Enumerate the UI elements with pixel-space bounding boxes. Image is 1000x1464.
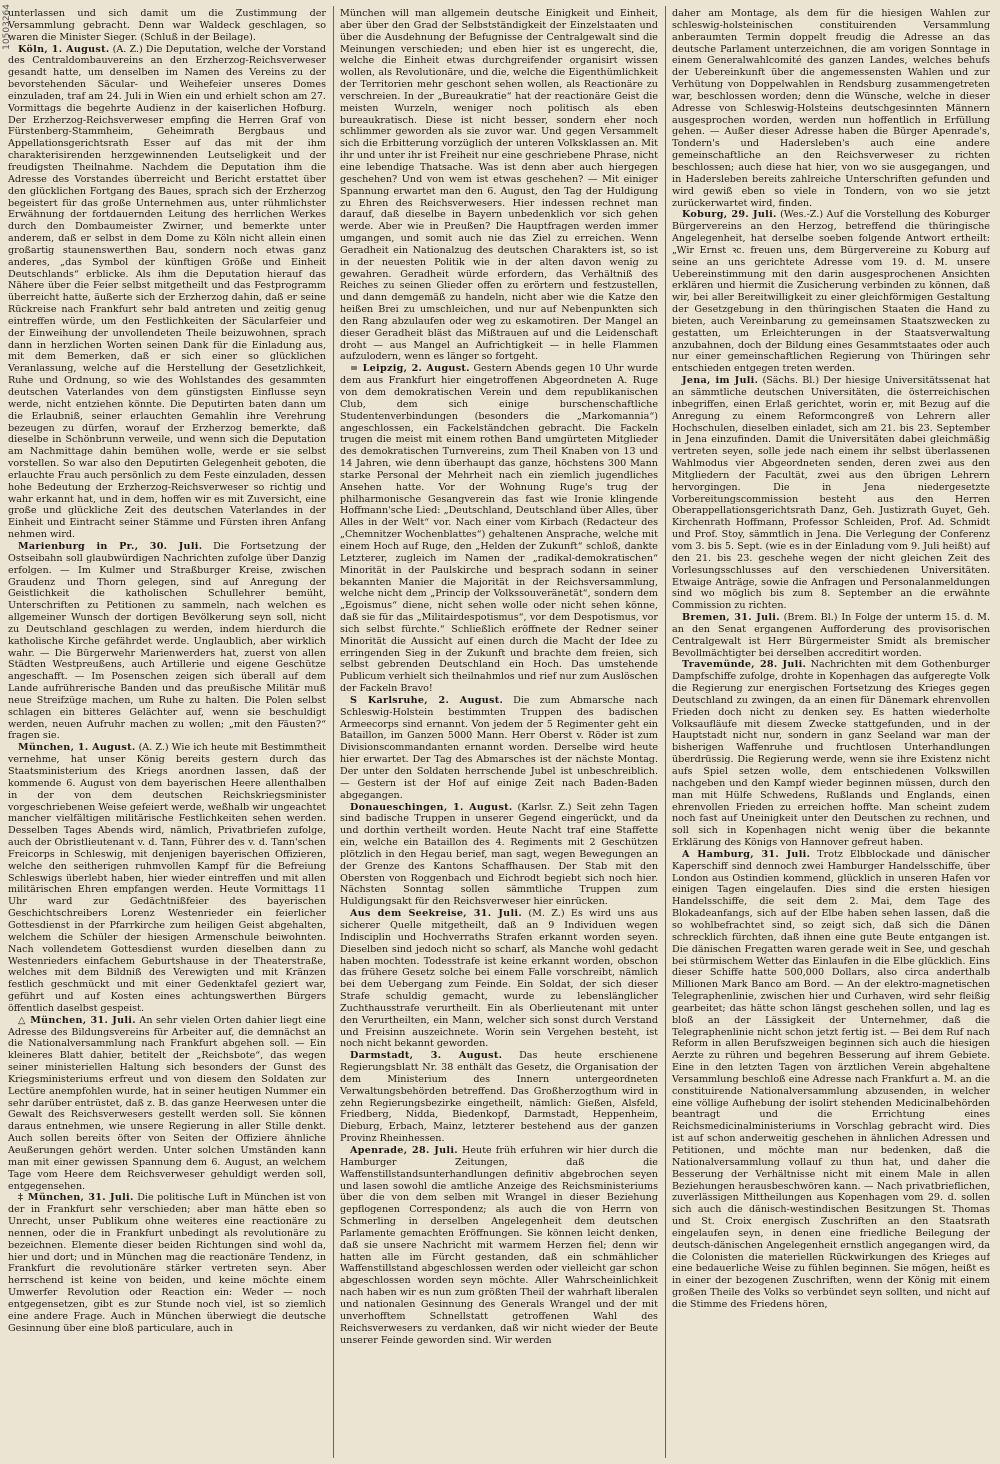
article-paragraph	[8, 8, 326, 44]
article-text: München will man allgemein deutsche Einigkeit und Einheit, aber über den Grad der Selbstständigkeit der Einzelstaaten und über die Ausdehnung der Befugnisse der Centralgewalt sind die Meinungen verschieden; und eben hier ist es ungerecht, die, welche die Einheit etwas durchgreifender organisirt wissen wollen, als Revolutionäre, und die, welche die Eigenthümlichkeit der Territorien mehr geschont sehen wollen, als Reactionäre zu verschreien. In der „Bureaukratie“ hat der reactionäre Geist die meisten Wurzeln, weniger noch politisch als eben bureaukratisch. Diese ist nicht besser, sondern eher noch schlimmer geworden als sie zuvor war. Und gegen Versammelt sich die Erbitterung vorzüglich der unteren Volksklassen an. Mit ihr und unter ihr ist Freiheit nur eine geschriebene Phrase, nicht eine lebendige Thatsache. Was ist denn aber auch hiergegen geschehen? Und von wem ist etwas geschehen? — Mit einiger Spannung erwartet man den 6. August, den Tag der Huldigung zu Ehren des Reichsverwesers. Hier indessen rechnet man darauf, daß dieselbe in Bayern unbedenklich vor sich gehen werde. Aber wie in Preußen? Die Hauptfragen werden immer umgangen, und somit auch nie das Ziel zu erreichen. Wenn Geradheit ein Nationalzug des deutschen Charakters ist, so ist in der neuesten Politik wie in der alten davon wenig zu gewahren. Geradheit würde erfordern, das Verhältniß des Reiches zu seinen Glieder offen zu erörtern und festzustellen, und dann demgemäß zu handeln, nicht aber wie die Katze den heißen Brei zu umschleichen, und nur auf Nebenpunkten sich den Rang abzulaufen oder weg zu eskamotiren. Der Mangel an dieser Geradheit bläst das Mißtrauen auf und die Leidenschaft droht — aus Mangel an Aufrichtigkeit — in helle Flammen aufzulodern, wenn es länger so fortgeht.	[340, 8, 658, 363]
article-paragraph	[672, 8, 990, 209]
dateline: Darmstadt, 3. August.	[350, 1050, 503, 1062]
dateline: München, 1. August.	[18, 742, 136, 754]
dateline: Travemünde, 28. Juli.	[682, 659, 807, 671]
article-paragraph	[340, 908, 658, 1050]
article-paragraph	[672, 209, 990, 375]
article-paragraph	[340, 695, 658, 802]
article-text: An sehr vielen Orten dahier liegt eine Adresse des Bildungsvereins für Arbeiter auf, die demnächst an die Nationalversammlung nach Frankfurt abgehen soll. — Ein kleineres Blatt dahier, betitelt der „Reichsbote“, das wegen seiner ministeriellen Haltung sich besonders der Gunst des Kriegsministeriums erfreut und von diesem den Soldaten zur Lectüre anempfohlen wurde, hat in seiner heutigen Nummer ein sehr darüber entrüstet, daß z. B. das ganze Heerwesen unter die Gewalt des Reichsverwesers gestellt werden soll. Sie können daraus entnehmen, wie unsere Regierung in aller Stille denkt. Auch sollen bereits öfter von Seiten der Offiziere ähnliche Aeußerungen gehört werden. Unter solchen Umständen kann man mit einer gewissen Spannung dem 6. August, an welchem Tage vom Heere dem Reichsverweser gehuldigt werden soll, entgegensehen.	[8, 1014, 326, 1192]
dateline: Donaueschingen, 1. August.	[350, 801, 513, 813]
article-text: Trotz Elbblockade und dänischer Kaperschiff sind dennoch zwei Hamburger Handelsschiffe, über London aus Ostindien kommend, glücklich in unseren Hafen vor einigen Tagen eingelaufen. Dies sind die ersten hiesigen Handelsschiffe, die seit dem 2. Mai, dem Tage des Blokadeanfangs, sich auf der Elbe haben sehen lassen, daß die so wohlbefrachtet sind, so zeigt sich, daß sich die Dänen schrecklich fürchten, daß ihnen eine gute Beute entgangen ist. Die dänischen Fregatten waren gerade weit in See, und geschah bei stürmischem Wetter das Einlaufen in die Elbe glücklich. Eins dieser Schiffe hatte 500,000 Dollars, also circa anderthalb Millionen Mark Banco am Bord. — An der elektro-magnetischen Telegraphenlinie, zwischen hier und Curhaven, wird sehr fleißig gearbeitet; das hätte schon längst geschehen sollen, und lag es bloß an der Lässigkeit der Unternehmer, daß die Telegraphenlinie nicht schon jetzt fertig ist. — Bei dem Ruf nach Reform in allen Berufszweigen beginnen sich auch die hiesigen Aerzte zu rühren und begehren Besserung auf ihrem Gebiete. Eine in den letzten Tagen von ärztlichen Verein abgehaltene Versammlung beschloß eine Adresse nach Frankfurt a. M. an die constituirende Nationalversammlung abzusenden, in welcher eine völlige Aufhebung der isolirt stehenden Medicinalbehörden beantragt und die Errichtung eines Reichsmedicinalministeriums in Vorschlag gebracht wird. Dies ist auf schon anderweitig geschehen in ähnlichen Adressen und Petitionen, und möchte man nur bedenken, daß die Nationalversammlung vollauf zu thun hat, und daher die Besserung der Verhältnisse nicht mit einem Male in allen Beziehungen herausbeschwören kann. — Nach privatbrieflichen, zuverlässigen Mittheilungen aus Kopenhagen vom 29. d. sollen sich auch die dänisch-westindischen Besitzungen St. Thomas und St. Croix energisch Zuschriften an den Staatsrath eingelaufen seyn, in denen eine friedliche Beilegung der deutsch-dänischen Angelegenheit ernstlich angegangen wird, da die Colonisten die materiellen Rückwirkungen des Krieges auf eine bedauerliche Weise zu fühlen beginnen. Sie mögen, heißt es in einer der bezogenen Zuschriften, wenn der König mit einem großen Theile des Volks so verbündet seyn sollten, und nicht auf die Stimme des Friedens hören,	[672, 848, 990, 1310]
article-text: Das heute erschienene Regierungsblatt Nr. 38 enthält das Gesetz, die Organisation der dem Ministerium des Innern untergeordneten Verwaltungsbehörden betreffend. Das Großherzogthum wird in zehn Regierungsbezirke eingetheilt, nämlich: Gießen, Alsfeld, Friedberg, Nidda, Biedenkopf, Darmstadt, Heppenheim, Dieburg, Erbach, Mainz, letzterer bestehend aus der ganzen Provinz Rheinhessen.	[340, 1050, 658, 1145]
dateline: Koburg, 29. Juli.	[682, 209, 777, 221]
archive-id: 10503264	[2, 4, 12, 50]
dateline: ‡ München, 31. Juli.	[18, 1192, 134, 1204]
dateline: A Hamburg, 31. Juli.	[682, 848, 811, 860]
dateline: Bremen, 31. Juli.	[682, 612, 780, 624]
article-text: (M. Z.) Es wird uns aus sicherer Quelle mitgetheilt, daß an 9 Individuen wegen Indisciplin und Hochverraths Strafen erkannt worden seyen. Dieselben sind jedoch nicht so scharf, als Manche wohl gedacht haben mochten. Todesstrafe ist keine erkannt worden, obschon das frühere Gesetz solche bei einem Falle vorschreibt, nämlich bei dem Uebergang zum Feinde. Ein Soldat, der sich dieser Strafe schuldig gemacht, wurde zu lebenslänglicher Zuchthausstrafe verurtheilt. Ein als Oberlieutenant mit unter den Verurtheilten, ein Mann, welcher sich sonst durch Verstand und Freisinn auszeichnete. Worin sein Vergehen besteht, ist noch nicht bekannt geworden.	[340, 908, 658, 1050]
article-paragraph	[8, 742, 326, 1014]
article-paragraph	[8, 44, 326, 541]
article-text: Heute früh erfuhren wir hier durch die Hamburger Zeitungen, daß die Waffenstillstandsunterhandlungen definitiv abgebrochen seyen und lasen sowohl die amtliche Anzeige des Reichsministeriums über die von dem selben mit Wrangel in dieser Beziehung gepflogenen Correspondenz; als auch die von Herrn von Schmerling in derselben Angelegenheit dem deutschen Parlamente gemachten Eröffnungen. Sie können leicht denken, daß sie unsere Nachricht mit warmem Herzen fiel; denn wir hatten alle im Fürcht gestanden, daß ein schmählicher Waffenstillstand abgeschlossen werden oder vielleicht gar schon abgeschlossen worden seyn möchte. Aller Wahrscheinlichkeit nach haben wir es nun zum größten Theil der wahrhaft liberalen und nationalen Gesinnung des Generals Wrangel und der mit unverhofftem Schnellstatt getroffenen Wahl des Reichsverwesers zu verdanken, daß wir nicht wieder der Beute unserer Feinde geworden sind. Wir werden	[340, 1145, 658, 1346]
article-paragraph	[340, 363, 658, 695]
article-paragraph	[340, 1050, 658, 1145]
article-text: Die politische Luft in München ist von der in Frankfurt sehr verschieden; aber man hätte eben so Unrecht, unser Publikum ohne weiteres eine reactionäre zu nennen, oder die in Frankfurt unbedingt als revolutionäre zu bezeichnen. Elemente dieser beiden Richtungen sind wohl da, hier und dort; und in München mag die reactionäre Tendenz, in Frankfurt die revolutionäre stärker vertreten seyn. Aber herrschend ist keine von beiden, und keine möchte einem Umwerfer Revolution oder Reaction ein: Weder — noch entgegensetzen, gibt es zur Stunde noch viel, ist so ziemlich eine andere Frage. Auch in München überwiegt die deutsche Gesinnung über eine bloß particulare, auch in	[8, 1192, 326, 1334]
article-text: (A. Z.) Die Deputation, welche der Vorstand des Centraldombauvereins an den Erzherzog-Reichsverweser gesandt hatte, um denselben im Namen des Vereins zu der bevorstehenden Säcular- und Weihefeier unseres Domes einzuladen, traf am 24. Juli in Wien ein und erhielt schon am 27. Vormittags die begehrte Audienz in der kaiserlichen Hofburg. Der Erzherzog-Reichsverweser empfing die Herren Graf von Fürstenberg-Stammheim, Geheimrath Bergbaus und Appellationsgerichtsrath Esser auf das mit der ihm charakterisirenden herzgewinnenden Leutseligkeit und der freudigsten Theilnahme. Nachdem die Deputation ihm die Adresse des Vorstandes überreicht und Bericht erstattet über den glücklichen Fortgang des Baues, sprach sich der Erzherzog begeistert für das große Unternehmen aus, unter rühmlichster Erwähnung der fortdauernden Leitung des herrlichen Werkes durch den Dombaumeister Zwirner, und bemerkte unter anderem, daß er selbst in dem Dome zu Köln nicht allein einen großartig staunenswerthen Bau, sondern noch etwas ganz anderes, „das Symbol der künftigen Größe und Einheit Deutschlands“ erblicke. Als ihm die Deputation hierauf das Nähere über die Feier selbst mitgetheilt und das Festprogramm überreicht hatte, äußerte sich der Erzherzog dahin, daß er seine Rückreise nach Frankfurt sehr bald antreten und zeitig genug eintreffen würde, um den Festlichkeiten der Säcularfeier und der Einweihung der unvollendeten Theile beizuwohnen, sprach dann in herzlichen Worten seinen Dank für die Einladung aus, mit dem Bemerken, daß er sich einer so glücklichen Veranlassung, welche auf die Herstellung der Gesetzlichkeit, Ruhe und Ordnung, so wie des Wohlstandes des gesammten deutschen Vaterlandes von dem günstigsten Einflusse seyn werde, nicht entziehen könnte. Die Deputirten baten dann um die Erlaubniß, seiner erlauchten Gemahlin ihre Verehrung bezeugen zu dürfen, worauf der Erzherzog bemerkte, daß dieselbe in Schönbrunn verweile, und wenn sich die Deputation am Nachmittage dahin bemühen wolle, werde er sie selbst vorstellen. So war also den Deputirten Gelegenheit geboten, die erlauchte Frau auch persönlich zu dem Feste einzuladen, dessen hohe Bedeutung der Erzherzog-Reichsverweser so richtig und wahr erkannt hat, und in dem, hoffen wir es mit Zuversicht, eine große und glückliche Zeit des deutschen Vaterlandes in der Einheit und Eintracht seiner Stämme und Fürsten ihren Anfang nehmen wird.	[8, 43, 326, 541]
dateline: = Leipzig, 2. August.	[350, 363, 470, 375]
dateline: △ München, 31. Juli.	[18, 1014, 136, 1026]
article-paragraph	[672, 612, 990, 659]
article-paragraph	[8, 541, 326, 742]
article-text: Die Fortsetzung der Ostseibahn soll glaubwürdigen Nachrichten zufolge über Danzig erfolgen. — Im Kulmer und Straßburger Kreise, zwischen Graudenz und Thorn gelegen, sind auf Anregung der Geistlichkeit die katholischen Schullehrer bemüht, Unterschriften zu Petitionen zu sammeln, nach welchen es allgemeiner Wunsch der dortigen Bevölkerung seyn soll, nicht zu Deutschland geschlagen zu werden, indem hierdurch die katholische Kirche gefährdet werde. Unglaublich, aber wirklich wahr. — Die Bürgerwehr Marienwerders hat, zuerst von allen Städten Westpreußens, auch Artillerie und eigene Geschütze angeschafft. — Im Posenschen zeigen sich überall auf dem Lande aufrührerische Banden und das preußische Militär muß neue Streifzüge machen, um Ruhe zu halten. Die Polen selbst schlagen ein bitteres Gelächter auf, wenn sie beschuldigt werden, neuen Aufruhr machen zu wollen; „mit den Fäusten?“ fragen sie.	[8, 540, 326, 742]
dateline: Jena, im Juli.	[682, 375, 759, 387]
article-paragraph	[340, 8, 658, 363]
article-paragraph	[8, 1192, 326, 1334]
article-paragraph	[340, 802, 658, 909]
dateline: Apenrade, 28. Juli.	[350, 1145, 458, 1156]
article-paragraph	[672, 375, 990, 612]
article-paragraph	[672, 849, 990, 1311]
article-text: Nachrichten mit dem Gothenburger Dampfschiffe zufolge, drohte in Kopenhagen das aufgeregte Volk die Regierung zur energischen Fortsetzung des Krieges gegen Deutschland zu zwingen, da an einen für Dänemark ehrenvollen Frieden doch nicht zu denken sey. Es hatten wiederholte Volksaufläufe mit diesem Zwecke stattgefunden, und in der Hauptstadt nicht nur, sondern in ganz Seeland war man der bisherigen Waffenruhe und fruchtlosen Unterhandlungen überdrüssig. Die Regierung werde, wenn sie ihre Existenz nicht aufs Spiel setzen wolle, dem entschiedenen Volkswillen nachgeben und den Kampf wieder beginnen müssen, durch den man mit Hülfe Schwedens, Rußlands und Englands, einen ehrenvollen Frieden zu erreichen hoffte. Man scheint zudem noch fast auf Uneinigkeit unter den Deutschen zu rechnen, und soll sich in Kopenhagen nicht wenig über die bekannte Erklärung des Königs von Hannover gefreut haben.	[672, 659, 990, 849]
article-text: (Sächs. Bl.) Der hiesige Universitätssenat hat an sämmtliche deutschen Universitäten, die österreichischen inbegriffen, einen Erlaß gerichtet, worin er, mit Bezug auf die Anregung zu einem Reformcongreß von Lehrern aller Hochschulen, dieselben einladet, sich am 21. bis 23. September in Jena einzufinden. Damit die Universitäten dabei gleichmäßig vertreten seyen, solle jede nach einem ihr selbst überlassenen Wahlmodus vier Abgeordneten senden, deren zwei aus den Mitgliedern der Facultät, zwei aus den übrigen Lehrern hervorgingen. Die in Jena niedergesetzte Vorbereitungscommission besteht aus den Herren Oberappellationsgerichtsrath Danz, Geh. Justizrath Guyet, Geh. Kirchenrath Hoffmann, Professor Schleiden, Prof. Ad. Schmidt und Prof. Stoy, sämmtlich in Jena. Die Verlegung der Conferenz vom 3. bis 5. Sept. (wie es in der Einladung vom 9. Juli heißt) auf den 21. bis 23. geschehe wegen der nicht gleichen Zeit des Vorlesungsschlusses auf den verschiedenen Universitäten. Etwaige Anträge, sowie die Anfragen und Personalanmeldungen sind wo möglich bis zum 8. September an die erwähnte Commission zu richten.	[672, 375, 990, 612]
article-paragraph	[672, 659, 990, 849]
article-text: Gestern Abends gegen 10 Uhr wurde dem aus Frankfurt hier eingetroffenen Abgeordneten A. Ruge von dem demokratischen Verein und dem republikanischen Club, dem sich einige burschenschaftliche Studentenverbindungen (besonders die „Markomannia“) angeschlossen, ein Fackelständchen gebracht. Die Fackeln trugen die meist mit einem rothen Band umgürteten Mitglieder des demokratischen Turnvereins, zum Theil Knaben von 13 und 14 Jahren, wie denn überhaupt das ganze, höchstens 300 Mann starke Personal der Mehrheit nach ein ziemlich jugendliches Ansehen hatte. Vor der Wohnung Ruge's trug der philharmonische Gesangverein das fast wie Ironie klingende Hoffmann'sche Lied: „Deutschland, Deutschland über Alles, über Alles in der Welt“ vor. Nach einer vom Kirbach (Redacteur des „Chemnitzer Wochenblattes“) gehaltenen Ansprache, welche mit einem Hoch auf Ruge, den „Helden der Zukunft“ schloß, dankte Letzterer, zugleich im Namen der „radikal-demokratischen“ Minorität in der Paulskirche und besprach sodann in seiner bekannten Manier die Majorität in der Reichsversammlung, welche nicht dem „Princip der Volkssouveränetät“, sondern dem „Egoismus“ diene, nicht sehen wolle oder nicht sehen könne, daß sie für das „Militairdespotismus“, vor dem Despotismus, vor sich selbst fürchte.“ Schließlich eröffnete der Redner seiner Minorität die Aussicht auf einen durch die Macht der Idee zu erringenden Sieg in der Zukunft und brachte dem freien, sich selbst gebrenden Deutschland ein Hoch. Das umstehende Publicum verhielt sich theilnahmlos und rief nur zum Auslöschen der Fackeln Bravo!	[340, 363, 658, 695]
dateline: S Karlsruhe, 2. August.	[350, 694, 504, 706]
text-column-2	[340, 8, 658, 1458]
article-paragraph	[340, 1145, 658, 1346]
column-rule	[333, 6, 334, 1458]
dateline: Aus dem Seekreise, 31. Juli.	[350, 908, 522, 920]
text-column-3	[672, 8, 990, 1458]
article-text: (A. Z.) Wie ich heute mit Bestimmtheit vernehme, hat unser König bereits gestern durch das Staatsministerium des Kriegs anordnen lassen, daß der kommende 6. August von dem bayerischen Heere allenthalben in der von dem deutschen Reichskriegsminister vorgeschriebenen Weise gefeiert werde, weßhalb wir ungeachtet mancher vielfältigen militärische Festlichkeiten sehen werden. Desselben Tages Abends wird, nämlich, Privatbriefen zufolge, auch der Obristlieutenant v. d. Tann, Führer des v. d. Tann'schen Freicorps in Schleswig, mit denjenigen bayerischen Offizieren, welche den seitherigen ruhmvollen Kampf für die Befreiung Schleswigs überlebt haben, hier wieder eintreffen und mit allen militärischen Ehren empfangen werden. Heute Vormittags 11 Uhr ward zur Gedächtnißfeier des bayerischen Geschichtschreibers Lorenz Westenrieder ein feierlicher Gottesdienst in der Pfarrkirche zum heiligen Geist abgehalten, welchem die Schüler der hiesigen Armenschule beiwohnten. Nach vollendetem Gottesdienst wurden dieselben dann zu Westenrieders einfachem Geburtshause in der Theaterstraße, welches mit dem Bildniß des Verewigten und mit Kränzen festlich geschmückt und mit einer Gedenktafel geziert war, geführt und auf Kosten eines achtungswerthen Bürgers öffentlich daselbst gespeist.	[8, 742, 326, 1014]
article-text: (Wes.-Z.) Auf die Vorstellung des Koburger Bürgervereins an den Herzog, betreffend die thüringische Angelegenheit, hat derselbe soeben folgende Antwort ertheilt: „Wir Ernst ꝛc. freuen uns, dem Bürgervereine zu Koburg auf seine an uns gerichtete Adresse vom 19. d. M. unsere Uebereinstimmung mit den darin ausgesprochenen Ansichten erklären und hiermit die Zusicherung verbinden zu können, daß wir, bei aller Bereitwilligkeit zu einer gleichförmigen Gestaltung der Gesetzgebung in den thüringischen Staaten die Hand zu bieten, auch Vereinbarung zu gemeinsamen Staatszwecken zu gestatten, um Erleichterungen in der Staatsverwaltung anzubahnen, doch der Bildung eines Gesammtstaates oder auch nur einer gemeinschaftlichen Regierung von Thüringen sehr entschieden entgegen treten werden.	[672, 209, 990, 375]
article-paragraph	[8, 1015, 326, 1193]
article-text: (Karlsr. Z.) Seit zehn Tagen sind badische Truppen in unserer Gegend eingerückt, und da und dorthin vertheilt worden. Heute Nacht traf eine Staffette ein, welche ein Bataillon des 4. Regiments mit 2 Geschützen plötzlich in den Hegau berief, man sagt, wegen Bewegungen an der Grenze des Kantons Schaffhausen. Der Stab mit den Obersten von Roggenbach und Eichrodt begiebt sich noch hier. Nächsten Sonntag sollen sämmtliche Truppen zum Huldigungsakt für den Reichsverweser hier einrücken.	[340, 801, 658, 908]
article-text: Die zum Abmarsche nach Schleswig-Holstein bestimmten Truppen des badischen Armeecorps sind ernannt. Von jedem der 5 Regimenter geht ein Bataillon, im Ganzen 5000 Mann. Herr Oberst v. Röder ist zum Divisionscommandanten ernannt worden. Derselbe wird heute hier erwartet. Der Tag des Abmarsches ist der nächste Montag. Der unter den Soldaten herrschende Jubel ist unbeschreiblich. — Gestern ist der Hof auf einige Zeit nach Baden-Baden abgegangen.	[340, 694, 658, 801]
text-column-1	[8, 8, 326, 1458]
article-text: daher am Montage, als dem für die hiesigen Wahlen zur schleswig-holsteinischen constituirenden Versammlung anberaumten Termin doppelt freudig die Adresse an das deutsche Parlament unterzeichnen, die am vorigen Sonntage in einem Generalwahlcomité des ganzen Landes, welches behufs der Uebereinkunft über die angemessensten Wahlen und zur Verhütung von Doppelwahlen in Rendsburg zusammengetreten war, beschlossen worden; denn die Wünsche, welche in dieser Adresse von Schleswig-Holsteins deutschgesinnten Männern ausgesprochen worden, werden nun hoffentlich in Erfüllung gehen. — Außer dieser Adresse haben die Bürger Apenrade's, Tondern's und Hadersleben's auch eine andere gemeinschaftliche an den Reichsverweser zu richten beschlossen; auch diese hat hier, von wo sie ausgegangen, und in Hadersleben bereits zahlreiche Unterschriften gefunden und wird gewiß eben so viele in Tondern, von wo sie jetzt zurückerwartet wird, finden.	[672, 8, 990, 209]
dateline: Marienburg in Pr., 30. Juli.	[18, 540, 203, 552]
dateline: Köln, 1. August.	[18, 43, 110, 55]
article-text: unterlassen und sich damit um die Zustimmung der Versammlung gebracht. Denn war Waldeck geschlagen, so waren die Minister Sieger. (Schluß in der Beilage).	[8, 8, 326, 43]
article-text: (Brem. Bl.) In Folge der unterm 15. d. M. an den Senat ergangenen Aufforderung des provisorischen Centralgewalt ist Herr Bürgermeister Smidt als bremischer Bevollmächtigter bei derselben accreditirt worden.	[672, 612, 990, 659]
column-rule	[665, 6, 666, 1458]
